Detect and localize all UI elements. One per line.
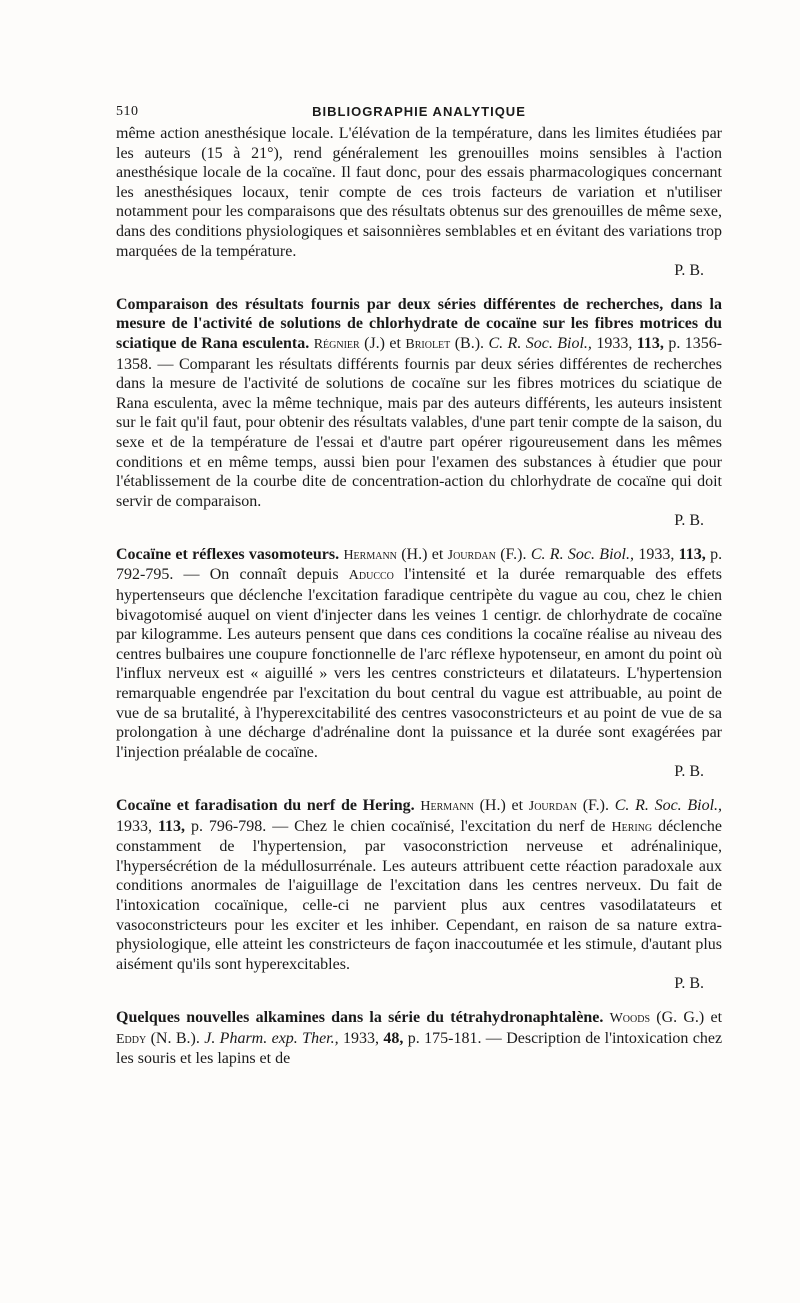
entry-text: On connaît depuis [209,566,339,584]
journal: C. R. Soc. Biol., [488,334,592,352]
bibliography-entry [116,295,722,531]
conjunction: et [511,797,524,814]
cited-author: Aducco [348,568,394,584]
page-body [116,124,722,1069]
volume: 113, [678,545,706,563]
signature: P. B. [674,975,704,993]
author: Eddy [116,1031,147,1047]
entry-title: Cocaïne et faradisation du nerf de Hering. [116,797,415,814]
intro-paragraph [116,124,722,281]
journal: C. R. Soc. Biol., [614,797,723,814]
year: 1933, [596,334,633,352]
author: Woods [609,1010,651,1026]
entry-text: Comparant les résultats différents fournis par deux séries différentes de recherches dans la mesure de l'activité de solutions de cocaïne sur les fibres motrices du sciatique de Rana esculenta, avec la même technique, mais par des auteurs différents, les auteurs insistent sur le fait qu'il faut, pour obtenir des résultats valables, d'une part tenir compte de la saison, du sexe et de la température de l'essai et d'autre part opérer rigoureusement dans les mêmes conditions et en même temps, aussi bien pour l'examen des substances à étudier que pour l'établissement de la courbe dite de concentration-action du chlorhydrate de cocaïne qui doit servir de comparaison. [116,355,723,510]
entry-text: Description de l'intoxication chez les souris et les lapins et de [116,1029,723,1068]
conjunction: et [389,334,401,352]
volume: 113, [636,334,664,352]
author: Hermann [343,547,397,563]
year: 1933, [638,545,675,563]
author: Jourdan [528,799,577,814]
entry-title: Cocaïne et réflexes vasomoteurs. [116,545,340,563]
entry-text: déclenche constamment de l'hypertension, par vasoconstriction nerveuse et adrénalinique, l'hypersécrétion de la médullosurrénale. Les auteurs attribuent cette réaction paradoxale aux conditions anormales de l'aiguillage de l'excitation dans les centres nerveux. Du fait de l'intoxication cocaïnique, celle-ci ne parvient plus aux centres vasodilatateurs et vasoconstricteurs pour les exciter et les inhiber. Cependant, en raison de sa nature extra-physiologique, elle atteint les constricteurs de façon inaccoutumée et les stimule, d'autant plus aisément qu'ils sont hyperexcitables. [116,817,723,973]
volume: 48, [383,1029,404,1047]
signature: P. B. [674,262,704,280]
author: Jourdan [447,547,496,563]
author-initials: (H.) [401,545,428,563]
year: 1933, [343,1029,379,1047]
pages: p. 175-181. — [407,1029,502,1047]
author-initials: (B.). [454,334,485,352]
entry-title: Quelques nouvelles alkamines dans la série du tétrahydronaphtalène. [116,1008,604,1026]
author-initials: (G. G.) [656,1008,705,1026]
volume: 113, [157,817,186,835]
journal: J. Pharm. exp. Ther., [204,1029,339,1047]
conjunction: et [710,1008,723,1026]
bibliography-entry [116,545,722,782]
entry-text: l'intensité et la durée remarquable des effets hypertenseurs que déclenche l'excitation faradique centripète du vague au cou, chez le chien bivagotomisé auquel on vient d'injecter dans les veines 1 centigr. de chlorhydrate de cocaïne par kilogramme. Les auteurs pensent que dans ces conditions la cocaïne réalise au niveau des centres bulbaires une coupure fonctionnelle de l'arc réflexe hypotenseur, en amont du point où l'influx nerveux est « aiguillé » vers les centres constricteurs et dilatateurs. L'hypertension remarquable engendrée par l'excitation du bout central du vague est attribuable, au point de vue de sa brutalité, à l'hyperexcitabilité des centres vasoconstricteurs et au point de vue de sa prolongation à une décharge d'adrénaline dont la puissance et la durée sont exagérées par l'injection préalable de cocaïne. [116,566,722,761]
entry-text: Chez le chien cocaïnisé, l'excitation du nerf de [294,817,606,835]
intro-text: même action anesthésique locale. L'élévation de la température, dans les limites étudiées par les auteurs (15 à 21°), rend généralement les grenouilles moins sensibles à l'action anesthésique locale de la cocaïne. Il faut donc, pour des essais pharmacologiques concernant les anesthésiques locaux, tenir compte de ces trois facteurs de variation et n'utiliser notamment pour les comparaisons que des résultats obtenus sur des grenouilles de même sexe, dans des conditions physiologiques et saisonnières semblables et en évitant des variations trop marquées de la température. [116,125,722,260]
entry-title: Comparaison des résultats fournis par deux séries différentes de recherches, dans la mesure de l'activité de solutions de chlorhydrate de cocaïne sur les fibres motrices du sciatique de Rana esculenta. [116,295,722,352]
author-initials: (F.). [582,797,609,814]
cited-author: Hering [611,819,653,835]
signature: P. B. [674,763,704,781]
author-initials: (F.). [500,545,527,563]
conjunction: et [431,545,444,563]
page-number: 510 [116,104,139,119]
pages: p. 1356-1358. — [116,334,723,373]
bibliography-entry [116,796,722,994]
journal: C. R. Soc. Biol., [530,545,634,563]
pages: p. 796-798. — [191,817,289,835]
author: Briolet [405,336,451,352]
year: 1933, [116,817,152,835]
author: Hermann [420,799,474,814]
author-initials: (N. B.). [150,1029,200,1047]
signature: P. B. [674,512,704,530]
author-initials: (J.) [364,334,385,352]
bibliography-entry [116,1008,722,1069]
author-initials: (H.) [479,797,506,814]
pages: p. 792-795. — [116,545,723,584]
running-title: BIBLIOGRAPHIE ANALYTIQUE [312,104,526,119]
author: Régnier [313,336,360,352]
